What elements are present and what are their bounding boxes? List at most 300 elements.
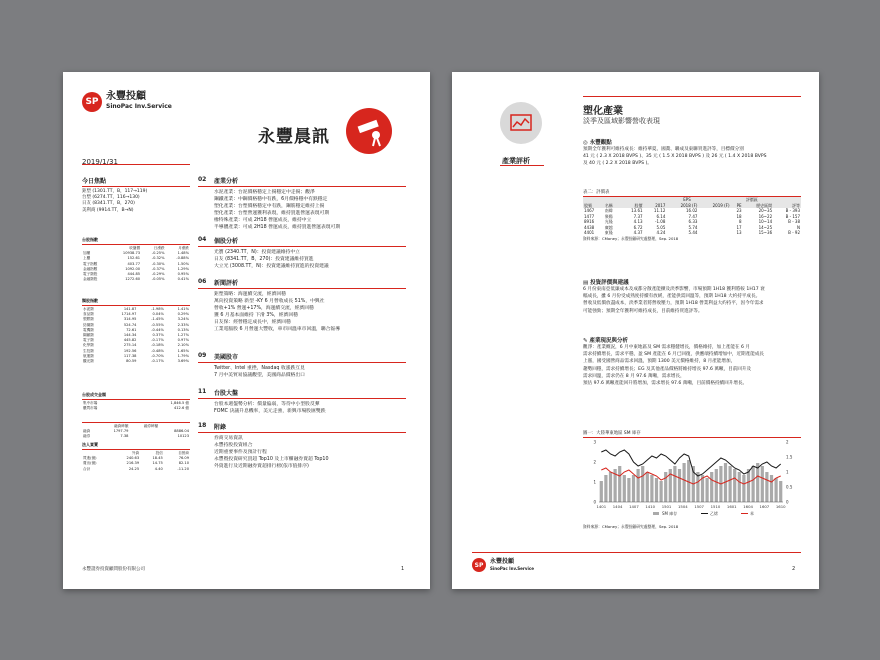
table-cell: 廣越 [604, 224, 613, 230]
table-cell: 10938.73 [122, 251, 141, 256]
table-cell: 買進(億) [83, 456, 97, 461]
y-right-tick-label: 1 [786, 469, 789, 475]
table-cell: 觀光類 [83, 359, 94, 364]
x-tick-label: 1504 [678, 504, 688, 510]
table-cell: 8 [739, 219, 742, 225]
table-cell [129, 434, 159, 439]
table-cell: N [797, 224, 800, 230]
section-header[interactable] [198, 278, 406, 289]
table-row [82, 277, 190, 282]
section-title: 個股分析 [214, 238, 239, 245]
document-icon: ▤ [583, 280, 591, 286]
invest-text-line: 幅成長，雖 6 月份受成熟度持續有放緩，產能供需回溫等，預期 1H18 大約持平成長。 [583, 294, 761, 300]
logo-chinese-name: 永豐投顧 [106, 91, 146, 102]
table-cell: -0.48% [151, 348, 164, 353]
x-tick-label: 1404 [612, 504, 623, 510]
table-source: 資料來源：CMoney；永豐投顧研究處整理，Sep. 2018 [583, 235, 679, 241]
table-cell: 加權 [83, 251, 91, 256]
table-cell: -0.88% [176, 256, 189, 261]
table-cell: 0.41% [177, 277, 189, 282]
table-row [82, 359, 190, 364]
divider [500, 165, 544, 166]
section-header[interactable] [198, 388, 406, 399]
section-item[interactable]: 獲 6 月基本面維持 下滑 3%，經濟回穩 [214, 313, 298, 318]
view-heading: 永豐觀點 [589, 140, 612, 146]
table-cell: -0.55% [151, 322, 164, 327]
table-cell: 192.56 [123, 348, 137, 353]
view-section [583, 138, 801, 168]
table-cell: 15~36 [758, 230, 773, 236]
section-item[interactable]: 大立光 (3008.TT，N)：投資建議維持買進的投資建議 [214, 264, 329, 269]
table-cell: 電子指數 [83, 261, 98, 266]
contents-section [198, 236, 406, 270]
column-header: 2018 (F) [666, 203, 698, 209]
table-row [82, 406, 190, 411]
legend-label: 苯 [750, 511, 754, 517]
table-cell: 14.75 [152, 461, 163, 466]
table-cell: 4.13 [633, 219, 643, 225]
section-title: 台股大盤 [214, 390, 239, 397]
table-cell: 塑膠類 [83, 317, 94, 322]
chart-bar [779, 481, 782, 502]
table-cell: 445.82 [123, 338, 137, 343]
market-table-heading: 類股指數 [82, 298, 190, 306]
table-cell: 1797.79 [113, 429, 129, 434]
column-header: 股價 [621, 203, 644, 209]
table-cell: -0.17% [151, 359, 164, 364]
table-cell: 1.50% [177, 261, 189, 266]
x-tick-label: 1510 [710, 504, 721, 510]
table-cell: 1,846.5 億 [170, 401, 189, 405]
section-item[interactable]: 塑化產業：台塑營運獲利表現，維持買進營運表現可期 [214, 211, 330, 216]
table-cell: 4.24 [656, 230, 666, 236]
table-cell: 合計 [83, 466, 91, 471]
table-cell: 光隆 [604, 219, 613, 225]
table-cell: 144.34 [123, 333, 137, 338]
chart-bar [632, 475, 635, 502]
table-cell: 4.37 [633, 230, 643, 236]
logo-mark-icon: SP [82, 92, 102, 112]
table-cell: 13 [736, 230, 742, 236]
table-cell: 水泥類 [83, 307, 94, 311]
section-page-number: 02 [198, 176, 207, 183]
table-cell: 72.61 [126, 327, 137, 332]
table-cell: 0.04% [152, 312, 164, 317]
contents-section [198, 278, 406, 333]
table-cell: 76.09 [178, 456, 189, 461]
chart-bar [756, 463, 759, 502]
table-cell: 141.87 [123, 307, 137, 311]
table-cell: 櫃買市場 [83, 406, 98, 411]
y-left-tick-label: 0 [593, 499, 596, 505]
chart-bar [659, 481, 662, 502]
table-cell: 金融類股 [83, 277, 98, 282]
view-text-line: 及 40 元 ( 2.2 X 2018 BVPS )。 [583, 161, 652, 167]
section-label: 產業評析 [502, 157, 530, 165]
table-cell: 融資 [83, 429, 91, 434]
section-item[interactable]: 日友保：經營穩定成長中，經濟回穩 [214, 320, 291, 325]
column-header: 自營商 [178, 451, 189, 455]
table-cell: 5.05 [656, 224, 666, 230]
page-one [63, 72, 430, 589]
view-text-line: 41 元 ( 2.3 X 2018 BVPS )、35 元 ( 1.5 X 2018 BVPS ) 及 26 元 ( 1.4 X 2018 BVPS [583, 154, 767, 160]
chart-bar [738, 472, 741, 502]
section-item[interactable]: 券商交易資訊 [214, 436, 243, 441]
table-cell: 6.33 [688, 219, 698, 225]
table-cell: 4438 [584, 224, 595, 230]
table-cell: 2.33% [177, 322, 189, 327]
section-item[interactable]: 永豐暨投資研究買超 Top10 及上市櫃融券賣超 Top10 [214, 457, 329, 462]
section-item[interactable]: Twitter、Intel 重挫，Nasdaq 收漲跌互見 [214, 366, 305, 371]
section-header[interactable] [198, 352, 406, 363]
x-tick-label: 1607 [759, 504, 770, 510]
table-cell: -1.45% [151, 317, 164, 322]
table-cell: 航運類 [83, 353, 94, 358]
table-cell: 5.74 [688, 224, 698, 230]
table-caption: 表二：評價表 [583, 190, 610, 195]
x-tick-label: 1401 [596, 504, 607, 510]
table-cell: 117.38 [123, 353, 137, 358]
x-tick-label: 1610 [775, 504, 786, 510]
table-cell: 3.69% [177, 359, 189, 364]
table-cell: 0.97% [177, 338, 189, 343]
section-header[interactable] [198, 176, 406, 187]
logo-chinese-name: 永豐投顧 [490, 558, 515, 565]
section-item[interactable]: 台股本週盤勢分析：價量偏弱，等待中小型股反彈 [214, 402, 320, 407]
contents-section [198, 176, 406, 231]
chart-bar [765, 472, 768, 502]
chart-bar [774, 478, 777, 502]
market-table-heading: 法人買賣 [82, 442, 190, 450]
chart-bar [604, 475, 607, 502]
table-cell: 紡織類 [83, 322, 94, 327]
table-cell: 7.38 [120, 434, 129, 439]
chart-bar [742, 475, 745, 502]
market-table-heading [82, 421, 190, 423]
table-cell: 0.95% [177, 272, 189, 277]
section-item[interactable]: 橡特殊產業：可成 2H18 營運成長，維持中立 [214, 218, 312, 223]
table-cell: 7.37 [633, 213, 643, 219]
table-cell: 4401 [584, 230, 595, 236]
table-cell: 電子類 [83, 338, 94, 343]
table-cell: 5.44 [688, 230, 698, 236]
section-header[interactable] [198, 236, 406, 247]
table-row [82, 467, 190, 472]
invest-text-line: 營收及低價放盡成本，淡季業者將營收壓力，預期 1H18 營業利益大約持平，因今年需求 [583, 301, 764, 307]
table-cell: -0.25% [151, 251, 165, 256]
table-cell: 電機類 [83, 327, 94, 332]
table-cell: 1.48% [177, 251, 189, 256]
table-cell: -0.30% [151, 261, 165, 266]
table-cell: 東隆 [604, 230, 613, 236]
telescope-icon [346, 108, 392, 154]
x-tick-label: 1507 [694, 504, 704, 510]
divider [82, 186, 190, 187]
table-cell: 216.39 [126, 461, 140, 466]
invest-text-line: 可能強勁；預期全年獲利可維持成長，目前維持買進評等。 [583, 308, 703, 314]
chart-bar [623, 475, 626, 502]
table-cell: 10123 [177, 434, 189, 439]
chart-bar [770, 475, 773, 502]
market-table [82, 421, 190, 440]
section-item[interactable]: 鉅塑策略：海運續交流，經濟回穩 [214, 292, 286, 297]
logo-english-name: SinoPac Inv.Service [106, 103, 172, 110]
x-tick-label: 1410 [645, 504, 656, 510]
table-cell: 6.14 [656, 213, 666, 219]
target-icon: ◎ [583, 140, 590, 146]
section-page-number: 09 [198, 352, 207, 359]
industry-text-line: 上漲，國受國營商品需求回溫，預期 1300 美元價格維持，8 月產能增加， [583, 359, 736, 365]
table-cell: -1.08 [655, 219, 666, 225]
invest-heading: 投資評價與建議 [590, 280, 629, 286]
contents-section [198, 388, 406, 415]
chart-bar [733, 469, 736, 502]
market-table-heading: 台股指數 [82, 237, 190, 245]
footer-company: 永豐證券投資顧問股份有限公司 [82, 567, 145, 572]
table-cell: 1.79% [177, 353, 189, 358]
section-title: 美國股市 [214, 354, 239, 361]
table-cell: 314.95 [123, 317, 137, 322]
chart-bar [682, 463, 685, 502]
table-cell: 1.29% [177, 266, 189, 271]
focus-box [82, 176, 190, 214]
table-cell: 南緯 [604, 208, 613, 214]
section-item[interactable]: 萬向投資策略 新型 -KY 6 月營收成長 51%，中興社 [214, 299, 325, 304]
column-header: 日漲跌 [153, 246, 165, 250]
chart-bar [627, 478, 630, 502]
table-cell: -0.32% [151, 256, 165, 261]
pencil-icon: ✎ [583, 338, 590, 344]
table-cell: 80.59 [126, 359, 137, 364]
table-cell: 1714.97 [121, 312, 137, 317]
logo-english-name: SinoPac Inv.Service [490, 566, 534, 571]
industry-title: 塑化產業 [583, 106, 623, 117]
industry-text-line: 觀淨：產業概況，6 月中東地區及 SM 需求穩健增長，價格維持，加上產能在 6 月 [583, 345, 751, 350]
industry-subtitle: 淡季及區域影響營收表現 [583, 117, 660, 125]
chart-bar [646, 472, 649, 502]
section-item[interactable]: 營收+1% 營運+17%，海運續交流，經濟回穩 [214, 306, 314, 311]
chart-bar [673, 466, 676, 502]
table-cell: 2.10% [177, 343, 189, 348]
table-cell: -11.20 [177, 466, 189, 471]
chart-source: 資料來源：CMoney；永豐投顧研究處整理，Sep. 2018 [583, 524, 679, 530]
table-cell: 0.37% [152, 333, 164, 338]
legend-label: SM 庫存 [662, 511, 678, 517]
table-cell: -0.29% [151, 272, 165, 277]
divider [583, 437, 801, 438]
column-header: PE [731, 203, 743, 209]
table-cell: B - 393 [785, 208, 800, 214]
column-header: 外資 [131, 451, 140, 455]
table-cell: 152.61 [127, 256, 141, 261]
column-header: 評等 [773, 203, 801, 209]
logo-mark-icon: SP [472, 558, 486, 572]
x-tick-label: 1501 [661, 504, 672, 510]
market-table [82, 392, 190, 411]
section-title: 附錄 [214, 424, 227, 431]
table-cell: 82.10 [178, 461, 189, 466]
y-right-tick-label: 0 [786, 499, 789, 505]
page-number: 2 [792, 566, 796, 572]
industry-text-line: 趨勢回穩，需求持續增長；EG 及其他產品價格將維持增長 97.6 萬噸，目前回升及 [583, 366, 752, 372]
table-cell: 生技類 [83, 348, 94, 353]
y-left-tick-label: 2 [593, 459, 596, 465]
market-table [82, 237, 190, 282]
table-cell: 1467 [584, 208, 595, 214]
section-item[interactable]: 近期重要事件及預計行程 [214, 450, 267, 455]
x-tick-label: 1601 [726, 504, 737, 510]
chart-bar [728, 466, 731, 502]
table-cell: 1477 [584, 213, 595, 219]
focus-item[interactable]: 鉅塑 (1301.TT，B，117→119) [82, 189, 148, 194]
eps-group-header: EPS [644, 197, 731, 203]
industry-text-line: 需求持續增長，需求平穩，盈 SM 產能在 6 月已回復，供應端持續增加中，近期產能成長 [583, 352, 765, 358]
table-cell: 524.74 [123, 322, 137, 327]
table-cell: 6.72 [633, 224, 643, 230]
table-cell: 電子類股 [83, 272, 98, 277]
y-right-tick-label: 0.5 [786, 484, 793, 490]
market-table [82, 442, 190, 472]
table-cell: -0.44% [151, 327, 164, 332]
industry-section [583, 336, 801, 387]
chart-box [583, 430, 801, 530]
column-header: 投信 [155, 451, 163, 455]
section-item[interactable]: 7 月中美貿易協議觀望，美國商品價格出口 [214, 373, 305, 378]
section-item[interactable]: 外資進行及近期融券賣超排行榜(依市值排序) [214, 464, 309, 469]
table-cell: 23 [736, 208, 742, 214]
industry-text-line: 預估 97.6 萬噸產能回升將增加，需求增長 97.6 萬噸，目前價格持續回升增長。 [583, 381, 748, 387]
table-cell: 403.77 [127, 261, 141, 266]
column-header: 2019 (F) [698, 203, 730, 209]
company-logo [82, 92, 172, 112]
section-item[interactable]: 水泥產業：台泥價格穩定上揚穩定中走揚；觀淨 [214, 190, 315, 195]
chart-bar [641, 466, 644, 502]
legend-label: 乙烯 [710, 511, 718, 517]
section-item[interactable]: 鋼鐵產業：中鋼價格穩中有跌，6月價格穩中有跌穩定 [214, 197, 328, 202]
table-cell: -0.18% [151, 343, 164, 348]
contents-section [198, 422, 406, 470]
table-cell: 3.24% [177, 317, 189, 322]
chart-bar [715, 469, 718, 502]
table-cell: 鋼鐵類 [83, 333, 94, 338]
table-cell: -0.17% [151, 338, 164, 343]
divider [583, 196, 801, 197]
focus-item[interactable]: 日友 (8341.TT，B，270) [82, 201, 135, 207]
section-header[interactable] [198, 422, 406, 433]
chart-bar [705, 478, 708, 502]
section-title: 新聞評析 [214, 280, 239, 287]
section-item[interactable]: 工業電腦股 6 月營運大豐收，車市回溫車市回溫，聯合報導 [214, 327, 341, 332]
table-cell: 賣出(億) [83, 461, 97, 466]
table-cell: 化學類 [83, 343, 94, 348]
chart-bar [678, 469, 681, 502]
section-item[interactable]: FOMC 決議升息機率，美元走強，新興市場股匯雙跌 [214, 409, 326, 414]
table-cell: 食品類 [83, 312, 94, 317]
table-cell: 金融指數 [83, 266, 98, 271]
table-cell: 14~25 [758, 224, 773, 230]
column-header: 2017 [644, 203, 667, 209]
table-cell: 20~35 [758, 208, 773, 214]
table-cell: 444.85 [127, 272, 141, 277]
focus-item[interactable]: 美利商 (9914.TT，B→N) [82, 207, 134, 213]
sm-inventory-chart [583, 438, 801, 520]
column-header: 歷史區間 [743, 203, 774, 209]
section-item[interactable]: 日友 (8341.TT，B，270)：投資建議維持買進 [214, 257, 314, 262]
column-header: 融資餘額 [114, 424, 129, 428]
table-cell: B - 38 [788, 219, 800, 225]
table-cell: -0.37% [151, 266, 165, 271]
table-cell: 1.41% [177, 307, 189, 311]
table-cell: 集中市場 [83, 401, 98, 405]
table-cell: 24.25 [128, 466, 140, 471]
table-cell: B - 157 [785, 213, 800, 219]
column-header: 名稱 [604, 203, 621, 209]
section-title: 產業分析 [214, 178, 239, 185]
focus-item[interactable]: 台塑 (6274.TT，116→130) [82, 195, 140, 201]
column-header: 收盤價 [129, 246, 141, 250]
table-cell: 275.14 [123, 343, 137, 348]
table-cell: 1272.60 [125, 277, 141, 282]
table-cell: 聚陽 [604, 213, 613, 219]
section-item[interactable]: 永豐持股投資組合 [214, 443, 253, 448]
table-cell: 16.02 [685, 208, 698, 214]
view-text-line: 預期全年獲利可維持成長：維持華夏、國喬、聯成及東聯買進評等，目標價分別 [583, 147, 744, 152]
table-cell: 412.6 億 [173, 406, 189, 411]
divider [472, 552, 801, 553]
section-page-number: 04 [198, 236, 207, 243]
chart-bar [751, 466, 754, 502]
valuation-table-box [583, 189, 801, 242]
table-cell: 18.45 [152, 456, 163, 461]
table-cell: 8886.04 [174, 429, 189, 434]
valuation-group-header: 評價區 [731, 197, 774, 203]
section-page-number: 06 [198, 278, 207, 285]
valuation-table [583, 197, 801, 236]
section-item[interactable]: 半導體產業：可成 2H18 營運成長，維持買進營運表現可期 [214, 225, 341, 230]
table-cell: 240.63 [126, 456, 140, 461]
table-cell: 16~22 [758, 213, 773, 219]
page-number: 1 [401, 566, 405, 572]
column-header: 股號 [583, 203, 604, 209]
table-cell: 上櫃 [83, 256, 91, 261]
page-two [452, 72, 819, 589]
report-title: 永豐晨訊 [258, 127, 330, 147]
chart-bar [609, 472, 612, 502]
column-header: 融券餘額 [143, 424, 159, 428]
table-cell: -1.98% [151, 307, 164, 311]
section-item[interactable]: 光寶 (2340.TT，N)：投資建議維持中立 [214, 250, 300, 255]
y-left-tick-label: 1 [593, 479, 596, 485]
table-cell: 11.12 [653, 208, 666, 214]
table-cell: -0.05% [151, 277, 165, 282]
y-left-tick-label: 3 [593, 439, 596, 445]
y-right-tick-label: 2 [786, 439, 789, 445]
focus-heading: 今日焦點 [82, 178, 107, 185]
chart-bar [761, 466, 764, 502]
table-cell: 1092.00 [125, 266, 141, 271]
report-date: 2019/1/31 [82, 158, 118, 166]
table-cell: 1.27% [177, 333, 189, 338]
table-cell: 17 [736, 224, 742, 230]
section-item[interactable]: 塑化產業：台塑價格穩定中有跌，鋼筋穩定維持上揚 [214, 204, 325, 209]
table-cell: 4.40 [154, 466, 163, 471]
table-cell: 18 [736, 213, 742, 219]
x-tick-label: 1407 [629, 504, 639, 510]
table-cell: 8916 [584, 219, 595, 225]
chart-bar [655, 478, 658, 502]
column-header: 月漲跌 [178, 246, 189, 250]
table-cell: 7.47 [688, 213, 698, 219]
